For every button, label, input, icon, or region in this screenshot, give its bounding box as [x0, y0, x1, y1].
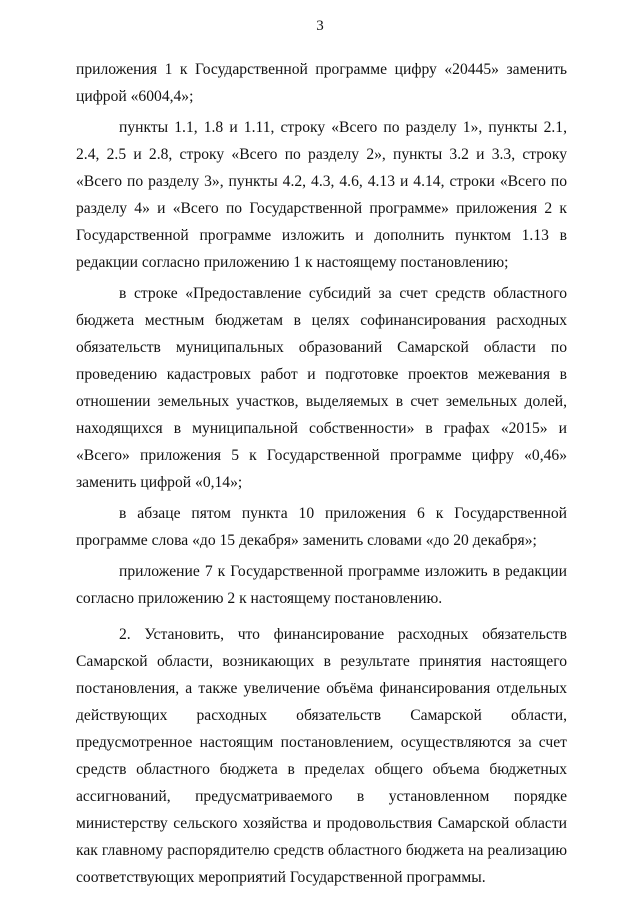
document-body	[76, 56, 567, 891]
paragraph-amend-appendix-7: приложение 7 к Государственной программе изложить в редакции согласно приложению 2 к настоящему постановлению.	[76, 563, 567, 607]
paragraph-continuation: приложения 1 к Государственной программе цифру «20445» заменить цифрой «6004,4»;	[76, 61, 567, 105]
paragraph-amend-appendix-5: в строке «Предоставление субсидий за счет средств областного бюджета местным бюджетам в целях софинансирования расходных обязательств муниципальных образований Самарской области по проведению кадастровых работ и подготовке проектов межевания в отношении земельных участков, выделяемых в счет земельных долей, находящихся в муниципальной собственности» в графах «2015» и «Всего» приложения 5 к Государственной программе цифру «0,46» заменить цифрой «0,14»;	[76, 285, 567, 491]
paragraph-clause-2: 2. Установить, что финансирование расходных обязательств Самарской области, возникающих в результате принятия настоящего постановления, а также увеличение объёма финансирования отдельных действующих расходных обязательств Самарской области, предусмотренное настоящим постановлением, осуществляются за счет средств областного бюджета в пределах общего объема бюджетных ассигнований, предусматриваемого в установленном порядке министерству сельского хозяйства и продовольствия Самарской области как главному распорядителю средств областного бюджета на реализацию соответствующих мероприятий Государственной программы.	[76, 626, 567, 886]
paragraph-amend-appendix-2: пункты 1.1, 1.8 и 1.11, строку «Всего по разделу 1», пункты 2.1, 2.4, 2.5 и 2.8, строку «Всего по разделу 2», пункты 3.2 и 3.3, строку «Всего по разделу 3», пункты 4.2, 4.3, 4.6, 4.13 и 4.14, строки «Всего по разделу 4» и «Всего по Государственной программе» приложения 2 к Государственной программе изложить и дополнить пунктом 1.13 в редакции согласно приложению 1 к настоящему постановлению;	[76, 119, 567, 271]
paragraph-amend-appendix-6: в абзаце пятом пункта 10 приложения 6 к Государственной программе слова «до 15 декабря» заменить словами «до 20 декабря»;	[76, 505, 567, 549]
page-number: 3	[316, 18, 324, 34]
